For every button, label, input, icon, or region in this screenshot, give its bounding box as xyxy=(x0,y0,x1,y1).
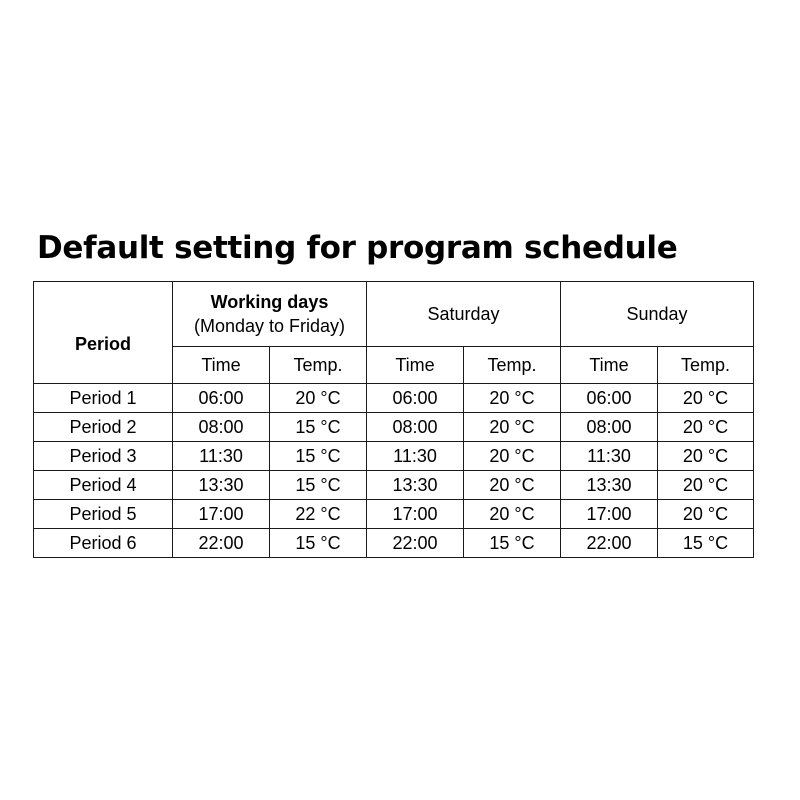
saturday-time-cell: 17:00 xyxy=(367,500,464,529)
working-days-time-cell: 22:00 xyxy=(173,529,270,558)
schedule-table xyxy=(33,281,754,558)
saturday-time-header: Time xyxy=(367,347,464,384)
saturday-time-cell: 06:00 xyxy=(367,384,464,413)
working-days-temp-cell: 15 °C xyxy=(270,413,367,442)
sunday-temp-cell: 20 °C xyxy=(658,471,754,500)
sunday-time-cell: 06:00 xyxy=(561,384,658,413)
saturday-time-cell: 22:00 xyxy=(367,529,464,558)
saturday-time-cell: 08:00 xyxy=(367,413,464,442)
sunday-time-header: Time xyxy=(561,347,658,384)
period-column-header: Period xyxy=(34,282,173,384)
working-days-sublabel: (Monday to Friday) xyxy=(193,316,346,336)
saturday-temp-cell: 15 °C xyxy=(464,529,561,558)
saturday-temp-cell: 20 °C xyxy=(464,413,561,442)
working-days-temp-cell: 20 °C xyxy=(270,384,367,413)
sunday-header: Sunday xyxy=(561,282,754,347)
working-days-label: Working days xyxy=(210,292,329,312)
sunday-time-cell: 17:00 xyxy=(561,500,658,529)
working-days-time-cell: 11:30 xyxy=(173,442,270,471)
saturday-header: Saturday xyxy=(367,282,561,347)
period-cell: Period 6 xyxy=(34,529,173,558)
table-row xyxy=(34,413,754,442)
working-days-time-cell: 08:00 xyxy=(173,413,270,442)
sunday-temp-cell: 20 °C xyxy=(658,442,754,471)
working-days-temp-cell: 15 °C xyxy=(270,442,367,471)
saturday-time-cell: 13:30 xyxy=(367,471,464,500)
saturday-time-cell: 11:30 xyxy=(367,442,464,471)
sunday-temp-header: Temp. xyxy=(658,347,754,384)
saturday-temp-cell: 20 °C xyxy=(464,442,561,471)
sunday-time-cell: 13:30 xyxy=(561,471,658,500)
working-days-temp-cell: 15 °C xyxy=(270,529,367,558)
sunday-time-cell: 11:30 xyxy=(561,442,658,471)
period-cell: Period 5 xyxy=(34,500,173,529)
working-days-time-cell: 17:00 xyxy=(173,500,270,529)
working-days-temp-cell: 22 °C xyxy=(270,500,367,529)
working-days-time-cell: 06:00 xyxy=(173,384,270,413)
sunday-time-cell: 08:00 xyxy=(561,413,658,442)
working-days-temp-cell: 15 °C xyxy=(270,471,367,500)
sunday-temp-cell: 20 °C xyxy=(658,413,754,442)
period-cell: Period 3 xyxy=(34,442,173,471)
working-days-header xyxy=(173,282,367,347)
sunday-temp-cell: 20 °C xyxy=(658,384,754,413)
saturday-temp-cell: 20 °C xyxy=(464,471,561,500)
period-cell: Period 1 xyxy=(34,384,173,413)
group-header-row xyxy=(34,282,754,347)
saturday-temp-cell: 20 °C xyxy=(464,500,561,529)
saturday-temp-header: Temp. xyxy=(464,347,561,384)
sunday-time-cell: 22:00 xyxy=(561,529,658,558)
table-row xyxy=(34,442,754,471)
sunday-temp-cell: 15 °C xyxy=(658,529,754,558)
table-row xyxy=(34,384,754,413)
saturday-temp-cell: 20 °C xyxy=(464,384,561,413)
period-cell: Period 4 xyxy=(34,471,173,500)
period-cell: Period 2 xyxy=(34,413,173,442)
sunday-temp-cell: 20 °C xyxy=(658,500,754,529)
table-row xyxy=(34,500,754,529)
working-days-time-header: Time xyxy=(173,347,270,384)
page-title: Default setting for program schedule xyxy=(37,230,678,266)
working-days-temp-header: Temp. xyxy=(270,347,367,384)
table-row xyxy=(34,471,754,500)
working-days-time-cell: 13:30 xyxy=(173,471,270,500)
table-row xyxy=(34,529,754,558)
